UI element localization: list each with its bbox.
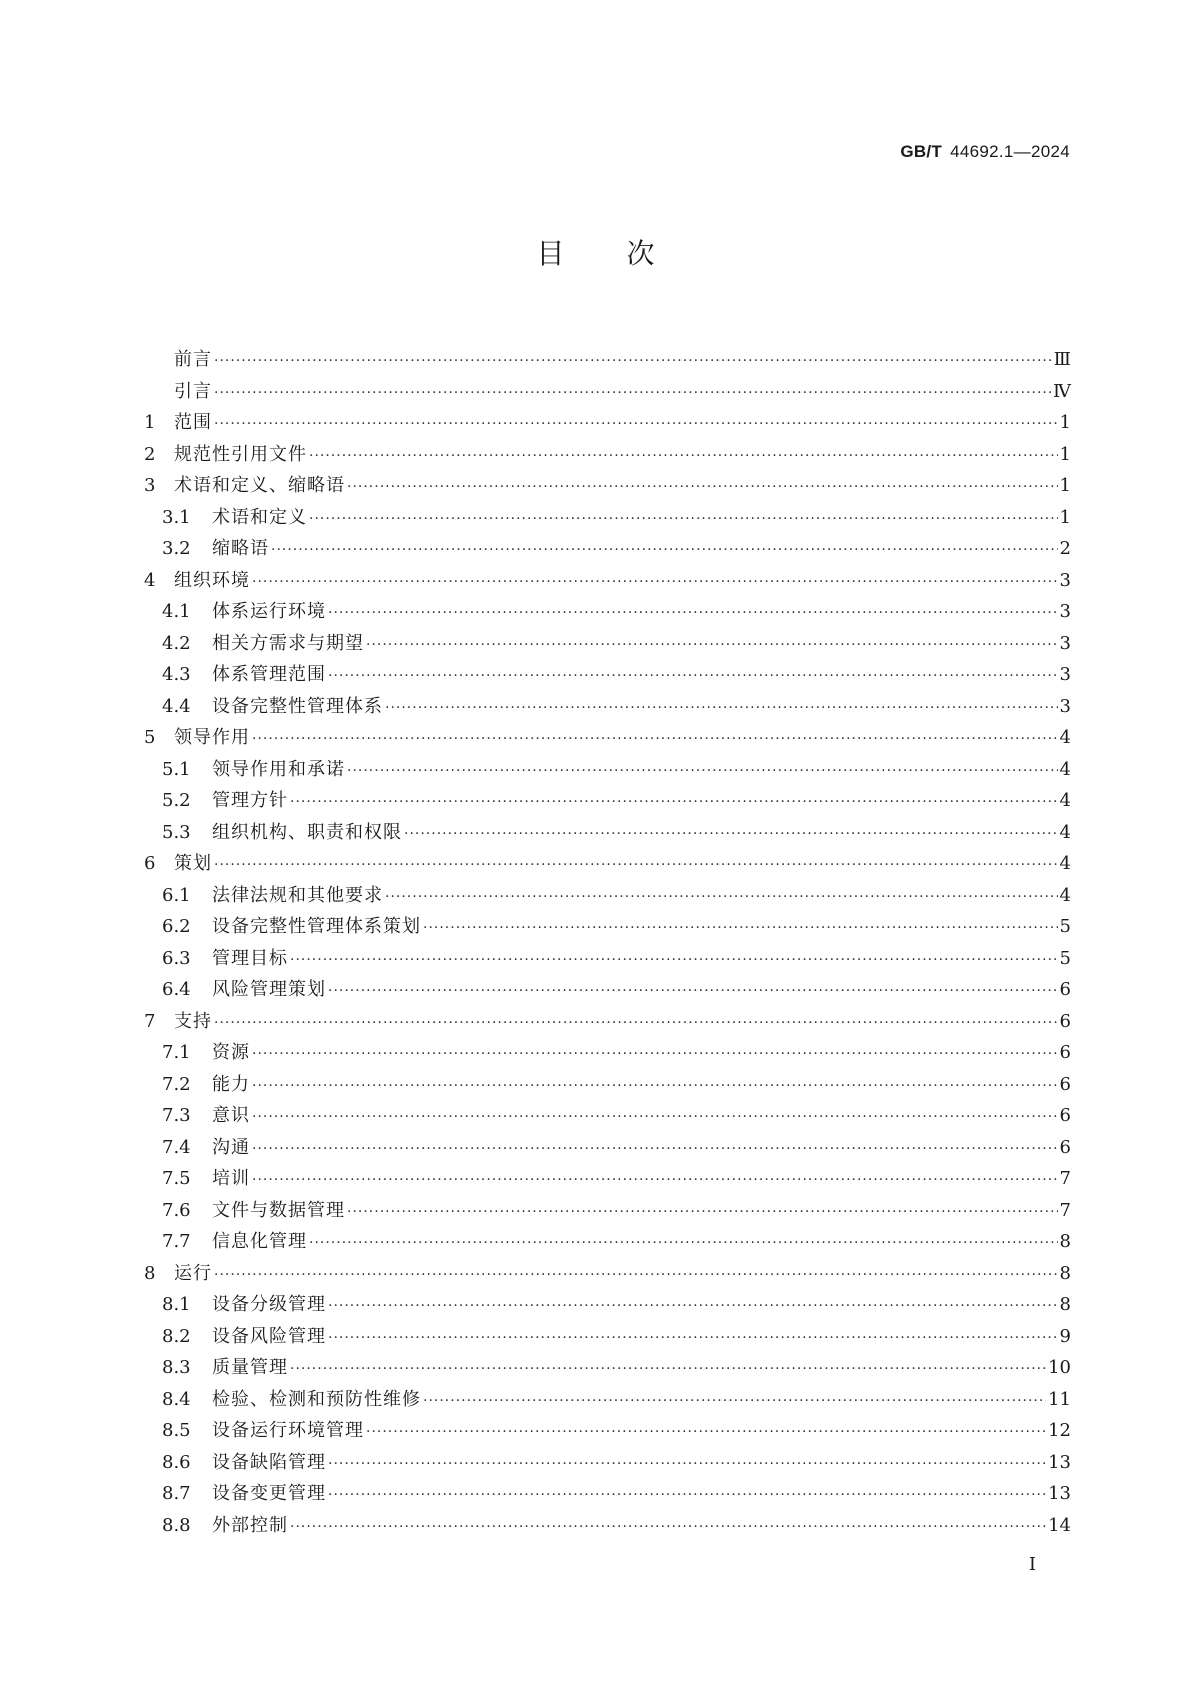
toc-entry[interactable] [144,1226,1071,1258]
toc-entry-number: 7.5 [162,1168,191,1189]
toc-entry[interactable] [144,1510,1071,1542]
table-of-contents [144,344,1071,1541]
toc-entry-label: 缩略语 [212,538,269,559]
toc-entry[interactable] [144,1384,1071,1416]
toc-dot-leader [347,756,1058,788]
toc-entry-label: 设备风险管理 [212,1325,326,1347]
toc-entry-page: 4 [1059,790,1071,811]
toc-entry-number: 3.2 [162,538,191,559]
toc-dot-leader [385,693,1058,725]
toc-entry[interactable] [144,880,1071,912]
toc-entry-number: 8.2 [162,1325,191,1347]
toc-entry-number: 3.1 [162,506,191,528]
toc-entry-page: 8 [1059,1231,1071,1252]
toc-entry-page: 12 [1048,1420,1071,1441]
toc-entry-page: 4 [1059,758,1071,780]
toc-entry-label: 相关方需求与期望 [212,632,364,654]
toc-entry[interactable] [144,596,1071,628]
standard-prefix: GB/T [900,142,943,161]
toc-entry-label: 体系管理范围 [212,664,326,685]
toc-entry-label: 设备完整性管理体系策划 [212,916,421,937]
toc-entry-number: 8.8 [162,1514,191,1536]
toc-entry-page: 4 [1059,853,1071,874]
toc-entry-label: 文件与数据管理 [212,1199,345,1221]
toc-dot-leader [366,630,1058,662]
toc-entry-page: 4 [1059,727,1071,748]
toc-entry-number: 8.5 [162,1420,191,1441]
toc-entry-label: 质量管理 [212,1357,288,1378]
toc-entry-label: 外部控制 [212,1514,288,1536]
toc-dot-leader [309,1228,1058,1260]
toc-entry[interactable] [144,376,1071,408]
standard-code [900,142,1070,162]
toc-dot-leader [290,1354,1046,1386]
toc-dot-leader [309,504,1058,536]
toc-dot-leader [214,346,1052,378]
toc-entry-page: 7 [1059,1168,1071,1189]
toc-dot-leader [366,1417,1046,1449]
toc-entry-page: 6 [1059,1073,1071,1095]
toc-entry[interactable] [144,659,1071,691]
toc-entry-number: 6 [144,853,156,874]
toc-entry-label: 管理目标 [212,947,288,969]
toc-entry-page: 4 [1059,821,1071,843]
toc-entry-number: 5.2 [162,790,191,811]
toc-entry-page: 4 [1059,884,1071,906]
toc-entry-page: 3 [1059,569,1071,591]
toc-entry-page: 14 [1048,1514,1071,1536]
toc-entry-label: 前言 [174,349,212,370]
toc-entry[interactable] [144,1352,1071,1384]
toc-entry-label: 设备缺陷管理 [212,1451,326,1473]
toc-entry-number: 8 [144,1262,156,1284]
toc-dot-leader [214,1260,1058,1292]
toc-entry[interactable] [144,628,1071,660]
toc-entry-number: 5 [144,727,156,748]
toc-entry-page: 10 [1048,1357,1071,1378]
toc-entry-number: 6.1 [162,884,191,906]
toc-entry-page: 8 [1059,1262,1071,1284]
toc-entry-label: 策划 [174,853,212,874]
toc-dot-leader [328,598,1058,630]
toc-entry-label: 范围 [174,412,212,433]
toc-dot-leader [290,945,1058,977]
toc-entry-label: 风险管理策划 [212,979,326,1000]
toc-entry-page: 7 [1059,1199,1071,1221]
toc-dot-leader [328,1323,1058,1355]
toc-entry-label: 规范性引用文件 [174,443,307,465]
toc-dot-leader [347,472,1058,504]
toc-entry-label: 检验、检测和预防性维修 [212,1388,421,1410]
toc-entry-page: 6 [1059,1105,1071,1126]
toc-entry-label: 设备变更管理 [212,1483,326,1504]
toc-dot-leader [385,882,1058,914]
toc-dot-leader [423,1386,1046,1418]
toc-entry-page: 3 [1059,632,1071,654]
toc-entry-page: 6 [1059,1010,1071,1032]
toc-entry-number: 8.1 [162,1294,191,1315]
toc-entry[interactable] [144,817,1071,849]
toc-entry-page: 3 [1059,695,1071,717]
toc-dot-leader [328,1291,1058,1323]
toc-entry-number: 7.6 [162,1199,191,1221]
toc-entry-number: 3 [144,475,156,496]
toc-dot-leader [404,819,1058,851]
toc-entry[interactable] [144,344,1071,376]
toc-entry-label: 术语和定义、缩略语 [174,475,345,496]
toc-entry[interactable] [144,470,1071,502]
toc-dot-leader [328,661,1058,693]
toc-dot-leader [309,441,1058,473]
toc-entry[interactable] [144,848,1071,880]
toc-entry[interactable] [144,407,1071,439]
toc-entry[interactable] [144,1195,1071,1227]
toc-entry-number: 7.3 [162,1105,191,1126]
toc-entry[interactable] [144,1415,1071,1447]
toc-entry[interactable] [144,911,1071,943]
toc-entry-page: 5 [1059,916,1071,937]
toc-entry-page: 2 [1059,538,1071,559]
toc-entry-page: 1 [1059,475,1071,496]
toc-dot-leader [290,787,1058,819]
toc-entry-number: 7.2 [162,1073,191,1095]
toc-entry-label: 设备完整性管理体系 [212,695,383,717]
toc-dot-leader [252,1039,1058,1071]
toc-entry-page: Ⅲ [1053,349,1071,370]
toc-entry-page: 11 [1048,1388,1071,1410]
toc-entry-label: 运行 [174,1262,212,1284]
toc-entry-page: 6 [1059,1042,1071,1063]
toc-entry-label: 体系运行环境 [212,601,326,622]
toc-entry-label: 资源 [212,1042,250,1063]
toc-entry-number: 7 [144,1010,156,1032]
toc-dot-leader [328,976,1058,1008]
toc-entry-number: 7.4 [162,1136,191,1158]
toc-entry[interactable] [144,1132,1071,1164]
toc-entry-number: 7.7 [162,1231,191,1252]
toc-entry-page: Ⅳ [1053,380,1071,402]
toc-entry-label: 术语和定义 [212,506,307,528]
toc-entry-label: 沟通 [212,1136,250,1158]
toc-entry-page: 3 [1059,601,1071,622]
toc-entry-page: 1 [1059,443,1071,465]
toc-entry[interactable] [144,754,1071,786]
toc-entry-label: 意识 [212,1105,250,1126]
toc-entry-number: 8.4 [162,1388,191,1410]
toc-entry-label: 能力 [212,1073,250,1095]
toc-dot-leader [290,1512,1046,1544]
toc-entry[interactable] [144,533,1071,565]
toc-entry-page: 5 [1059,947,1071,969]
toc-dot-leader [252,1071,1058,1103]
toc-entry-number: 8.6 [162,1451,191,1473]
toc-entry-number: 5.3 [162,821,191,843]
toc-entry-page: 6 [1059,979,1071,1000]
toc-entry[interactable] [144,722,1071,754]
toc-entry-number: 6.4 [162,979,191,1000]
toc-dot-leader [423,913,1058,945]
toc-entry-number: 8.3 [162,1357,191,1378]
toc-entry[interactable] [144,1069,1071,1101]
toc-entry-label: 设备运行环境管理 [212,1420,364,1441]
toc-entry[interactable] [144,439,1071,471]
toc-entry[interactable] [144,1100,1071,1132]
toc-entry-number: 6.2 [162,916,191,937]
toc-entry[interactable] [144,1321,1071,1353]
toc-entry-number: 4.3 [162,664,191,685]
toc-entry-number: 4.1 [162,601,191,622]
toc-entry-label: 支持 [174,1010,212,1032]
toc-entry-label: 领导作用 [174,727,250,748]
toc-entry[interactable] [144,785,1071,817]
toc-entry-label: 设备分级管理 [212,1294,326,1315]
toc-entry-label: 信息化管理 [212,1231,307,1252]
toc-entry[interactable] [144,1478,1071,1510]
toc-entry[interactable] [144,1289,1071,1321]
toc-entry-label: 组织环境 [174,569,250,591]
toc-dot-leader [347,1197,1058,1229]
toc-dot-leader [214,378,1051,410]
toc-entry-number: 1 [144,412,156,433]
page-number: I [1028,1554,1036,1575]
toc-entry[interactable] [144,943,1071,975]
toc-entry-number: 4.2 [162,632,191,654]
toc-dot-leader [271,535,1058,567]
toc-dot-leader [252,1102,1058,1134]
toc-entry[interactable] [144,1447,1071,1479]
toc-entry-page: 1 [1059,412,1071,433]
toc-dot-leader [214,1008,1058,1040]
toc-entry-page: 8 [1059,1294,1071,1315]
page-title: 目次 [536,237,717,270]
toc-entry[interactable] [144,502,1071,534]
toc-entry-label: 领导作用和承诺 [212,758,345,780]
toc-entry-page: 9 [1059,1325,1071,1347]
toc-entry-page: 3 [1059,664,1071,685]
toc-dot-leader [252,1165,1058,1197]
toc-entry-number: 5.1 [162,758,191,780]
toc-entry-number: 7.1 [162,1042,191,1063]
toc-entry-page: 13 [1048,1451,1071,1473]
toc-entry-label: 法律法规和其他要求 [212,884,383,906]
toc-dot-leader [252,567,1058,599]
toc-entry-page: 1 [1059,506,1071,528]
toc-entry[interactable] [144,1258,1071,1290]
toc-entry-label: 培训 [212,1168,250,1189]
toc-dot-leader [252,724,1058,756]
standard-number: 44692.1—2024 [950,142,1070,161]
toc-entry-page: 13 [1048,1483,1071,1504]
toc-entry-number: 2 [144,443,156,465]
toc-entry-label: 管理方针 [212,790,288,811]
toc-entry[interactable] [144,691,1071,723]
toc-dot-leader [214,850,1058,882]
toc-dot-leader [214,409,1058,441]
toc-entry[interactable] [144,974,1071,1006]
toc-dot-leader [252,1134,1058,1166]
toc-entry[interactable] [144,1163,1071,1195]
toc-entry-label: 引言 [174,380,212,402]
toc-entry-page: 6 [1059,1136,1071,1158]
toc-entry-number: 8.7 [162,1483,191,1504]
toc-entry-number: 6.3 [162,947,191,969]
toc-entry-label: 组织机构、职责和权限 [212,821,402,843]
toc-entry[interactable] [144,565,1071,597]
toc-entry[interactable] [144,1006,1071,1038]
toc-dot-leader [328,1449,1046,1481]
toc-entry-number: 4.4 [162,695,191,717]
toc-entry[interactable] [144,1037,1071,1069]
toc-dot-leader [328,1480,1046,1512]
toc-entry-number: 4 [144,569,156,591]
